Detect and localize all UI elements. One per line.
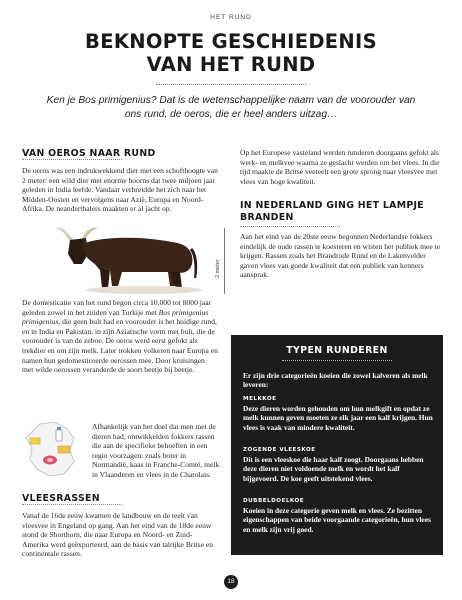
type-label-melkkoe: MELKKOE [243,396,277,402]
height-scale-line [224,228,225,294]
para2-text-a: De domesticatie van het rund begon circa 10.000 tot 8000 jaar geleden zowel in het zuiden van Turkije met [22,298,212,317]
type-label-dubbeldoelkoe: DUBBELDOELKOE [243,498,305,504]
auroch-illustration [52,224,212,296]
page-title [20,30,442,76]
oeros-paragraph-2 [22,298,218,375]
info-box-intro: Er zijn drie categorieën koeien die zowel kalveren als melk leveren: [243,371,428,390]
type-text-melkkoe: Deze dieren worden gehouden om hun melkgift en opdat ze melk kunnen geven moeten ze elk jaar een kalf krijgen. Hun vlees is vaak van mindere kwaliteit. [243,404,433,432]
para2-latin-name: Bos primigenius primigenius [22,307,209,327]
type-text-zogende-vleeskoe: Dit is een vleeskoe die haar kalf zoogt. Doorgaans hebben deze dieren niet voldoende melk en wordt het kalf bijgevoerd. De koe geeft uitstekend vlees. [243,455,424,483]
title-divider [156,84,306,85]
right-paragraph-2: Aan het eind van de 20ste eeuw begonnen Nederlandse fokkers eindelijk de oude rassen te koesteren en wisten het publiek mee te krijgen. Rassen zoals het Brandrode Rund en de Lakenvelder gaven vlees van goede kwaliteit dat een publiek van kenners aansprak. [240,232,441,280]
intro-text: Ken je Bos primigenius? Dat is de wetenschappelijke naam van de voorouder van ons rund, de oeros, die er heel anders uitzag… [46,95,416,120]
right-paragraph-1: Op het Europese vasteland werden runderen doorgaans gefokt als werk- en melkvee waarna ze geslacht werden om het vlees. In die tijd maakte de Britse veeteelt een grote sprong naar vleesvee met vlees van hoge kwaliteit. [240,148,440,186]
france-products-map [22,420,84,480]
info-box-heading: TYPEN RUNDEREN [286,345,388,356]
type-text-dubbeldoelkoe: Koeien in deze categorie geven melk en vlees. Ze bezitten eigenschappen van beide voorgaande categorieën, hun vlees en melk zijn vrij goed. [243,506,431,534]
section-heading-oeros: VAN OEROS NAAR RUND [22,148,156,159]
vleesrassen-paragraph: Vanaf de 16de eeuw kwamen de landbouw en de teelt van vleesvee in Engeland op gang. Aan het eind van de 18de eeuw stond de Shorthorn, die naar Europa en Noord- en Zuid-Amerika werd geëxporteerd, aan de basis van talrijke Britse en continentale rassen. [22,511,214,559]
oeros-paragraph-1: De oeros was een indrukwekkend dier met een schofthoogte van 2 meter: een wild dier met enorme hoorns dat twee miljoen jaar geleden in India leefde. Vandaar verbreidde het zich naar het Midden-Oosten en vervolgens naar Azië, Europa en Noord-Afrika. De neanderthalers maakten er al jacht op. [22,166,218,214]
title-line-1: BEKNOPTE GESCHIEDENIS [85,30,377,53]
height-scale-label: 2 meter [215,259,221,278]
page-number: 18 [224,575,238,589]
heading-underline [22,159,122,160]
section-heading-vleesrassen: VLEESRASSEN [22,493,100,504]
para2-text-b: , die geen bult had en voorouder is het huidige rund, en in India en Pakistan, in zijn Aziatische vorm met bult, die de voorouder is van de zeboe. De oeros werd eerst gefokt als trekdier en om zijn melk. Later trokken volkeren naar Europa en namen hun gedomesticeerde oerossen mee. Door kruisingen met wilde oerossen veranderde de soort beetje bij beetje. [22,317,218,375]
section-heading-nederland: IN NEDERLAND GING HET LAMPJE BRANDEN [240,200,424,223]
section-kicker: HET RUND [210,14,252,21]
title-line-2: VAN HET RUND [146,53,316,76]
heading-underline-3 [240,226,340,227]
oeros-paragraph-3: Afhankelijk van het doel dat men met de dieren had, ontwikkelden fokkers rassen die aan de specifieke behoeften in een regio voorzagen: zoals boter in Normandië, kaas in Franche-Comté, melk in Vlaanderen en vlees in de Charolais. [92,422,220,479]
info-box-divider [282,360,392,361]
heading-underline-2 [22,504,122,505]
type-label-zogende-vleeskoe: ZOGENDE VLEESKOE [243,447,316,453]
